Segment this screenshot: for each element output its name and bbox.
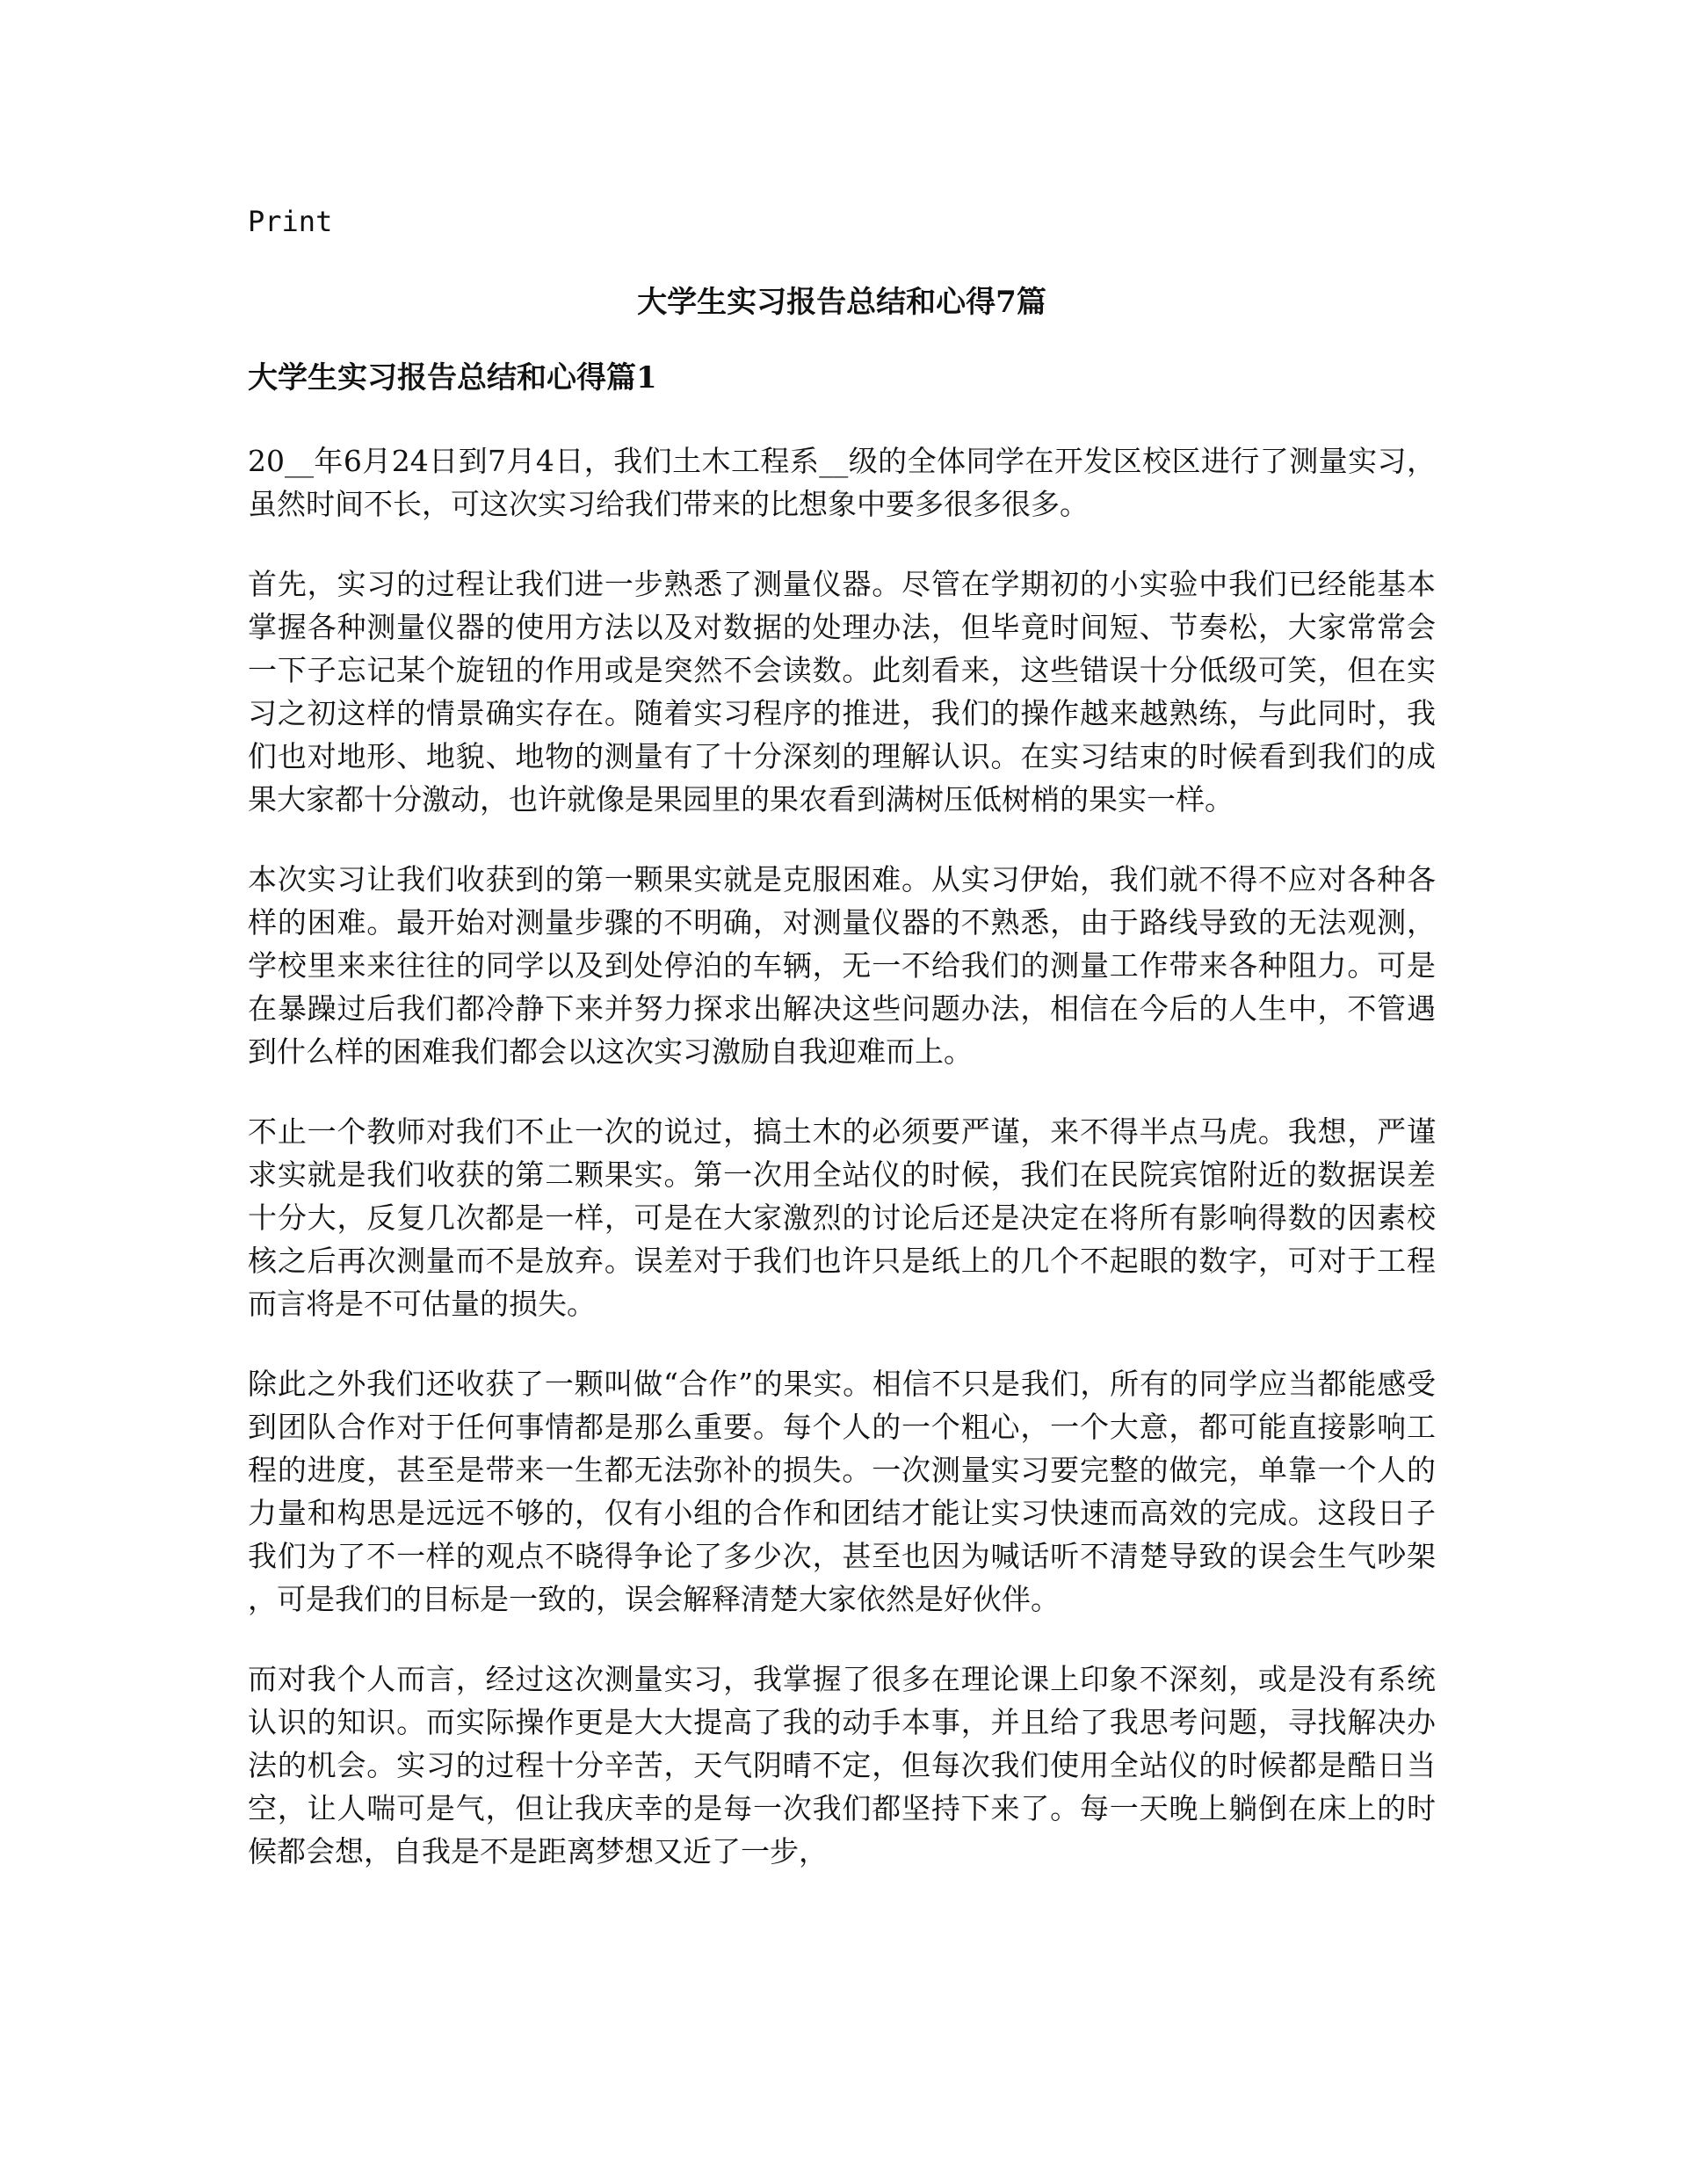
paragraph-4: 不止一个教师对我们不止一次的说过，搞土木的必须要严谨，来不得半点马虎。我想，严谨求实就是我们收获的第二颗果实。第一次用全站仪的时候，我们在民院宾馆附近的数据误差十分大，反复几次都是一样，可是在大家激烈的讨论后还是决定在将所有影响得数的因素校核之后再次测量而不是放弃。误差对于我们也许只是纸上的几个不起眼的数字，可对于工程而言将是不可估量的损失。 [248,1114,1436,1321]
print-label: Print [248,205,333,238]
document-page [248,200,1436,1868]
paragraph-5: 除此之外我们还收获了一颗叫做“合作”的果实。相信不只是我们，所有的同学应当都能感受到团队合作对于任何事情都是那么重要。每个人的一个粗心，一个大意，都可能直接影响工程的进度，甚至是带来一生都无法弥补的损失。一次测量实习要完整的做完，单靠一个人的力量和构思是远远不够的，仅有小组的合作和团结才能让实习快速而高效的完成。这段日子我们为了不一样的观点不晓得争论了多少次，甚至也因为喊话听不清楚导致的误会生气吵架，可是我们的目标是一致的，误会解释清楚大家依然是好伙伴。 [248,1367,1436,1616]
document-title: 大学生实习报告总结和心得7篇 [637,285,1046,320]
paragraph-3: 本次实习让我们收获到的第一颗果实就是克服困难。从实习伊始，我们就不得不应对各种各样的困难。最开始对测量步骤的不明确，对测量仪器的不熟悉，由于路线导致的无法观测，学校里来来往往的同学以及到处停泊的车辆，无一不给我们的测量工作带来各种阻力。可是在暴躁过后我们都冷静下来并努力探求出解决这些问题办法，相信在今后的人生中，不管遇到什么样的困难我们都会以这次实习激励自我迎难而上。 [248,862,1436,1069]
paragraph-6: 而对我个人而言，经过这次测量实习，我掌握了很多在理论课上印象不深刻，或是没有系统认识的知识。而实际操作更是大大提高了我的动手本事，并且给了我思考问题，寻找解决办法的机会。实习的过程十分辛苦，天气阴晴不定，但每次我们使用全站仪的时候都是酷日当空，让人喘可是气，但让我庆幸的是每一次我们都坚持下来了。每一天晚上躺倒在床上的时候都会想，自我是不是距离梦想又近了一步， [248,1662,1436,1868]
document-body [248,439,1436,1910]
section-heading: 大学生实习报告总结和心得篇1 [248,360,657,395]
paragraph-1: 20__年6月24日到7月4日，我们土木工程系__级的全体同学在开发区校区进行了测量实习，虽然时间不长，可这次实习给我们带来的比想象中要多很多很多。 [248,444,1436,521]
paragraph-2: 首先，实习的过程让我们进一步熟悉了测量仪器。尽管在学期初的小实验中我们已经能基本掌握各种测量仪器的使用方法以及对数据的处理办法，但毕竟时间短、节奏松，大家常常会一下子忘记某个旋钮的作用或是突然不会读数。此刻看来，这些错误十分低级可笑，但在实习之初这样的情景确实存在。随着实习程序的推进，我们的操作越来越熟练，与此同时，我们也对地形、地貌、地物的测量有了十分深刻的理解认识。在实习结束的时候看到我们的成果大家都十分激动，也许就像是果园里的果农看到满树压低树梢的果实一样。 [248,567,1436,816]
